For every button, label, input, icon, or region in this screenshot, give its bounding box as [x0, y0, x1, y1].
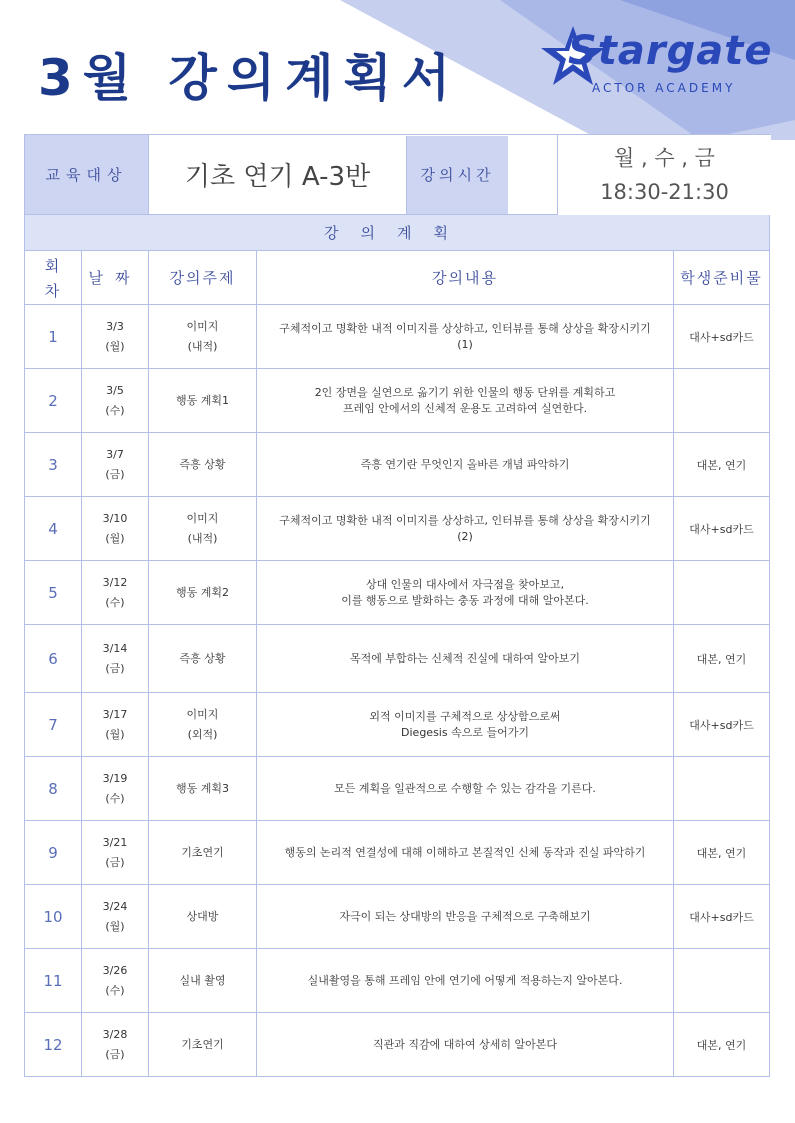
weekday-value: (금): [105, 467, 125, 481]
session-number: 4: [25, 497, 82, 561]
date-value: 3/28: [102, 1027, 128, 1041]
date-cell: [82, 433, 149, 497]
table-row: [25, 497, 770, 561]
topic-cell: [149, 561, 257, 625]
content-cell: [257, 305, 674, 369]
topic-line: 기초연기: [181, 1037, 224, 1051]
session-number: 12: [25, 1013, 82, 1077]
table-row: [25, 625, 770, 693]
topic-line: (내적): [187, 531, 218, 545]
col-topic: 강의주제: [149, 251, 257, 305]
date-cell: [82, 885, 149, 949]
date-value: 3/19: [102, 771, 128, 785]
date-value: 3/5: [106, 383, 124, 397]
session-number: 3: [25, 433, 82, 497]
weekday-value: (금): [105, 661, 125, 675]
table-row: [25, 433, 770, 497]
schedule-cell: [600, 135, 770, 215]
content-line: 목적에 부합하는 신체적 진실에 대하여 알아보기: [349, 651, 580, 665]
weekday-value: (월): [105, 919, 125, 933]
date-value: 3/12: [102, 575, 128, 589]
weekday-value: (월): [105, 531, 125, 545]
content-cell: [257, 1013, 674, 1077]
prep-cell: 대본, 연기: [674, 1013, 770, 1077]
date-cell: [82, 497, 149, 561]
topic-line: (외적): [187, 727, 218, 741]
info-row: [25, 135, 770, 215]
topic-cell: [149, 757, 257, 821]
topic-line: 이미지: [186, 511, 219, 525]
logo-subtitle: ACTOR ACADEMY: [592, 81, 736, 95]
prep-cell: 대사+sd카드: [674, 885, 770, 949]
content-line: 즉흥 연기란 무엇인지 올바른 개념 파악하기: [360, 457, 570, 471]
date-value: 3/17: [102, 707, 128, 721]
content-cell: [257, 369, 674, 433]
weekday-value: (월): [105, 727, 125, 741]
prep-cell: [674, 949, 770, 1013]
topic-cell: [149, 1013, 257, 1077]
date-value: 3/21: [102, 835, 128, 849]
topic-cell: [149, 625, 257, 693]
section-title: 강의계획: [25, 215, 770, 251]
content-line: 직관과 직감에 대하여 상세히 알아본다: [372, 1037, 557, 1051]
topic-line: 이미지: [186, 319, 219, 333]
content-line: 프레임 안에서의 신체적 운용도 고려하여 실연한다.: [342, 401, 588, 415]
content-line: 외적 이미지를 구체적으로 상상함으로써: [369, 709, 561, 723]
topic-cell: [149, 433, 257, 497]
prep-cell: [674, 757, 770, 821]
weekday-value: (금): [105, 1047, 125, 1061]
session-number: 1: [25, 305, 82, 369]
section-row: [25, 215, 770, 251]
session-number: 5: [25, 561, 82, 625]
content-line: 구체적이고 명확한 내적 이미지를 상상하고, 인터뷰를 통해 상상을 확장시키기: [279, 513, 651, 527]
content-line: 이를 행동으로 발화하는 충동 과정에 대해 알아본다.: [341, 593, 589, 607]
table-row: [25, 757, 770, 821]
date-value: 3/24: [102, 899, 128, 913]
session-number: 9: [25, 821, 82, 885]
topic-line: 즉흥 상황: [179, 651, 226, 665]
topic-line: 이미지: [186, 707, 219, 721]
content-cell: [257, 757, 674, 821]
table-row: [25, 693, 770, 757]
date-cell: [82, 561, 149, 625]
topic-line: 행동 계획1: [176, 393, 229, 407]
prep-cell: [674, 561, 770, 625]
prep-cell: 대사+sd카드: [674, 497, 770, 561]
topic-line: 행동 계획3: [176, 781, 229, 795]
date-cell: [82, 757, 149, 821]
table-row: [25, 885, 770, 949]
session-number: 11: [25, 949, 82, 1013]
topic-line: 즉흥 상황: [179, 457, 226, 471]
prep-cell: [674, 369, 770, 433]
content-line: 상대 인물의 대사에서 자극점을 찾아보고,: [365, 577, 565, 591]
lecture-plan-table: [24, 134, 770, 1077]
weekday-value: (월): [105, 339, 125, 353]
content-line: (1): [457, 337, 473, 351]
session-number: 6: [25, 625, 82, 693]
content-cell: [257, 693, 674, 757]
date-cell: [82, 693, 149, 757]
col-content: 강의내용: [257, 251, 674, 305]
table-row: [25, 821, 770, 885]
date-value: 3/14: [102, 641, 128, 655]
date-cell: [82, 625, 149, 693]
date-cell: [82, 369, 149, 433]
course-name: 기초 연기 A-3반: [184, 162, 371, 192]
topic-cell: [149, 497, 257, 561]
weekday-value: (수): [105, 983, 125, 997]
date-value: 3/3: [106, 319, 124, 333]
date-cell: [82, 949, 149, 1013]
table-row: [25, 369, 770, 433]
col-session: 회 차: [25, 251, 82, 305]
date-cell: [82, 821, 149, 885]
topic-cell: [149, 693, 257, 757]
stargate-logo: [538, 22, 773, 102]
date-value: 3/26: [102, 963, 128, 977]
topic-line: 상대방: [186, 909, 219, 923]
prep-cell: 대본, 연기: [674, 433, 770, 497]
column-header-row: [25, 251, 770, 305]
prep-cell: 대사+sd카드: [674, 693, 770, 757]
content-line: 자극이 되는 상대방의 반응을 구체적으로 구축해보기: [339, 909, 591, 923]
weekday-value: (금): [105, 855, 125, 869]
content-line: 모든 계획을 일관적으로 수행할 수 있는 감각을 기른다.: [334, 781, 596, 795]
target-label: 교육대상: [25, 135, 149, 215]
page-title: 3월 강의계획서: [38, 49, 460, 107]
date-value: 3/10: [102, 511, 128, 525]
topic-cell: [149, 949, 257, 1013]
content-line: 행동의 논리적 연결성에 대해 이해하고 본질적인 신체 동작과 진실 파악하기: [284, 845, 646, 859]
content-line: (2): [457, 529, 473, 543]
prep-cell: 대본, 연기: [674, 625, 770, 693]
session-number: 8: [25, 757, 82, 821]
content-cell: [257, 497, 674, 561]
logo-wordmark: Stargate: [568, 28, 773, 74]
topic-line: 행동 계획2: [176, 585, 229, 599]
topic-line: 기초연기: [181, 845, 224, 859]
weekday-value: (수): [105, 791, 125, 805]
prep-cell: 대사+sd카드: [674, 305, 770, 369]
content-cell: [257, 433, 674, 497]
topic-line: (내적): [187, 339, 218, 353]
table-row: [25, 1013, 770, 1077]
time-label: 강의시간: [406, 136, 508, 214]
schedule-days: 월 , 수 , 금: [614, 146, 715, 170]
session-number: 2: [25, 369, 82, 433]
content-cell: [257, 625, 674, 693]
weekday-value: (수): [105, 403, 125, 417]
topic-line: 실내 촬영: [179, 973, 226, 987]
col-prep: 학생준비물: [674, 251, 770, 305]
session-number: 10: [25, 885, 82, 949]
topic-cell: [149, 821, 257, 885]
content-cell: [257, 885, 674, 949]
schedule-hours: 18:30-21:30: [600, 180, 729, 204]
content-line: 2인 장면을 실연으로 옮기기 위한 인물의 행동 단위를 계획하고: [314, 385, 616, 399]
content-cell: [257, 949, 674, 1013]
content-line: 실내촬영을 통해 프레임 안에 연기에 어떻게 적용하는지 알아본다.: [307, 973, 623, 987]
content-cell: [257, 821, 674, 885]
weekday-value: (수): [105, 595, 125, 609]
topic-cell: [149, 369, 257, 433]
table-row: [25, 305, 770, 369]
date-cell: [82, 305, 149, 369]
content-line: 구체적이고 명확한 내적 이미지를 상상하고, 인터뷰를 통해 상상을 확장시키기: [279, 321, 651, 335]
topic-cell: [149, 885, 257, 949]
table-row: [25, 949, 770, 1013]
date-value: 3/7: [106, 447, 124, 461]
date-cell: [82, 1013, 149, 1077]
content-line: Diegesis 속으로 들어가기: [401, 725, 529, 739]
topic-cell: [149, 305, 257, 369]
content-cell: [257, 561, 674, 625]
table-row: [25, 561, 770, 625]
session-number: 7: [25, 693, 82, 757]
prep-cell: 대본, 연기: [674, 821, 770, 885]
col-date: 날짜: [82, 251, 149, 305]
